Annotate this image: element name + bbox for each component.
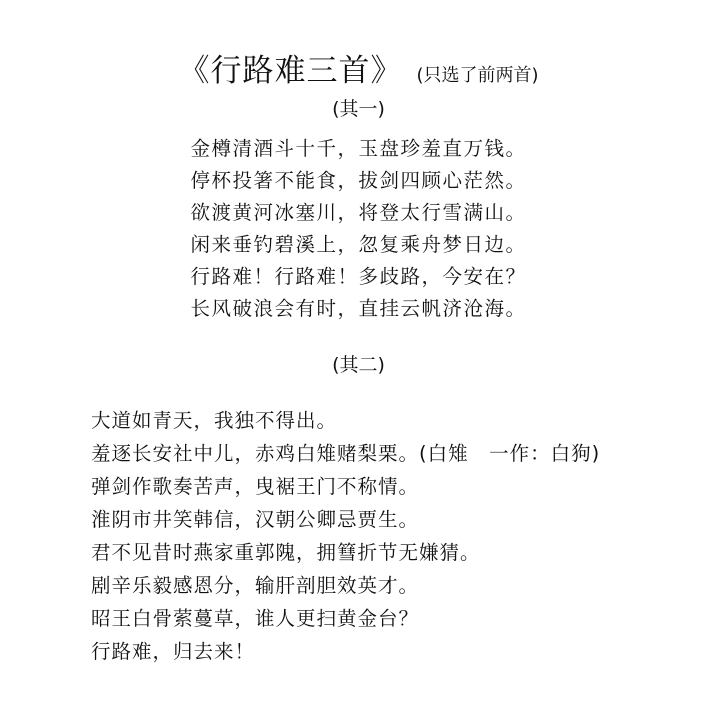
poem-line: 剧辛乐毅感恩分，输肝剖胆效英才。 <box>91 574 420 597</box>
poem-line: 羞逐长安社中儿，赤鸡白雉赌梨栗。(白雉 一作：白狗) <box>91 442 601 465</box>
poem-line: 停杯投箸不能食，拔剑四顾心茫然。 <box>190 169 527 192</box>
poem-line: 欲渡黄河冰塞川，将登太行雪满山。 <box>190 201 527 224</box>
poem-line: 金樽清酒斗十千，玉盘珍羞直万钱。 <box>190 137 527 160</box>
poem-line: 大道如青天，我独不得出。 <box>91 409 338 432</box>
title-note: (只选了前两首) <box>416 65 539 86</box>
poem-line: 行路难！行路难！多歧路，今安在？ <box>190 265 527 288</box>
poem-line: 长风破浪会有时，直挂云帆济沧海。 <box>190 297 527 320</box>
poem1-body <box>0 133 717 325</box>
poem2-heading: (其二) <box>332 354 385 376</box>
poem2-body <box>91 404 600 668</box>
poem-line: 弹剑作歌奏苦声，曳裾王门不称情。 <box>91 475 420 498</box>
poem-line: 昭王白骨萦蔓草，谁人更扫黄金台？ <box>91 607 420 630</box>
title-main: 《行路难三首》 <box>178 53 403 89</box>
poem-line: 淮阴市井笑韩信，汉朝公卿忌贾生。 <box>91 508 420 531</box>
poem-line: 闲来垂钓碧溪上，忽复乘舟梦日边。 <box>190 233 527 256</box>
poem1-heading: (其一) <box>332 98 385 120</box>
poem-title <box>0 53 717 89</box>
poem-line: 行路难，归去来！ <box>91 640 256 663</box>
poem-line: 君不见昔时燕家重郭隗，拥篲折节无嫌猜。 <box>91 541 481 564</box>
